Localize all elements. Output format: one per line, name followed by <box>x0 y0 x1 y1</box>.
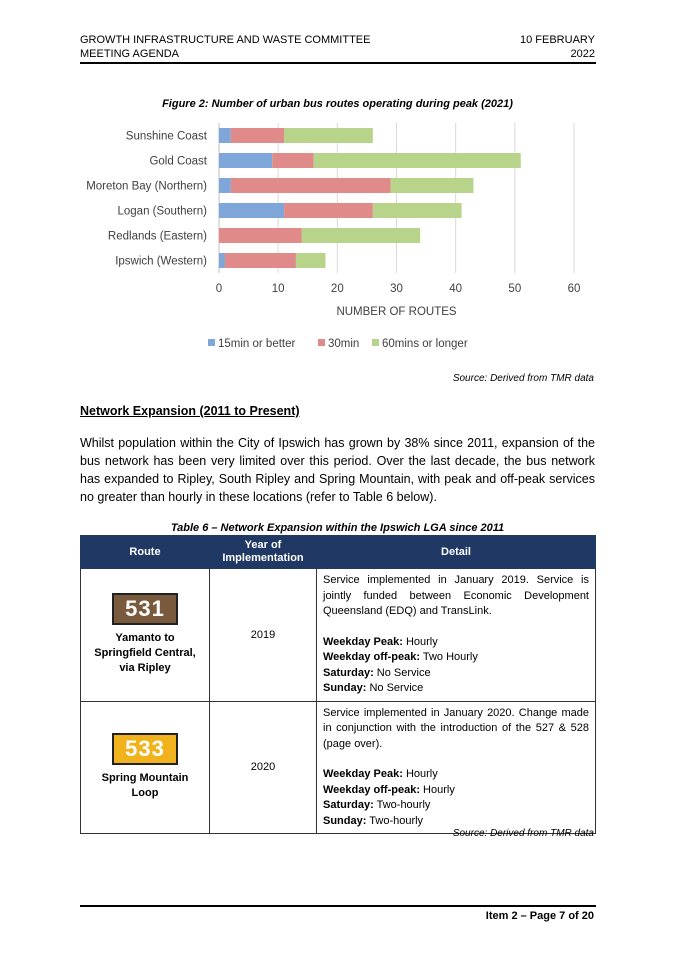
bar-segment <box>272 153 313 168</box>
page-number: Item 2 – Page 7 of 20 <box>485 910 594 922</box>
network-expansion-table <box>80 535 596 834</box>
table-source: Source: Derived from TMR data <box>452 828 594 839</box>
route-badge: 531 <box>112 593 178 625</box>
detail-description: Service implemented in January 2020. Change made in conjunction with the introduction of the 527 & 528 (page over). <box>323 706 589 750</box>
detail-cell <box>317 701 596 834</box>
agenda-label: MEETING AGENDA <box>80 48 180 60</box>
bar-segment <box>219 128 231 143</box>
figure-source: Source: Derived from TMR data <box>452 373 594 384</box>
header-year: Year of Implementation <box>210 536 317 569</box>
saturday-service: Saturday: No Service <box>323 666 431 679</box>
section-paragraph: Whilst population within the City of Ipswich has grown by 38% since 2011, expansion of the bus network has been very limited over this period. Over the last decade, the bus network has expanded to Ripley, South Ripley and Spring Mountain, with peak and off-peak services no greater than hourly in these locations (refer to Table 6 below). <box>80 436 595 504</box>
bar-segment <box>219 153 272 168</box>
category-label: Gold Coast <box>149 155 207 168</box>
x-tick-label: 50 <box>508 283 522 295</box>
weekday-offpeak: Weekday off-peak: Hourly <box>323 783 455 796</box>
bar-segment <box>219 253 225 268</box>
bar-segment <box>373 203 462 218</box>
category-label: Ipswich (Western) <box>115 255 207 268</box>
section-title: Network Expansion (2011 to Present) <box>80 404 300 418</box>
route-name: Spring Mountain Loop <box>101 772 189 800</box>
bar-segment <box>231 178 391 193</box>
figure-caption: Figure 2: Number of urban bus routes operating during peak (2021) <box>162 98 513 110</box>
category-label: Redlands (Eastern) <box>107 230 207 243</box>
x-tick-label: 40 <box>449 283 463 295</box>
table-row <box>81 701 596 834</box>
year-cell: 2019 <box>210 569 317 702</box>
x-tick-label: 60 <box>567 283 581 295</box>
table-caption: Table 6 – Network Expansion within the Ipswich LGA since 2011 <box>170 522 505 534</box>
x-tick-label: 0 <box>215 283 223 295</box>
meeting-date: 10 FEBRUARY <box>520 34 595 46</box>
legend-label: 15min or better <box>218 338 296 350</box>
bus-routes-chart <box>70 118 610 363</box>
category-label: Sunshine Coast <box>125 130 207 143</box>
weekday-offpeak: Weekday off-peak: Two Hourly <box>323 651 478 663</box>
bar-segment <box>296 253 326 268</box>
legend-label: 60mins or longer <box>382 338 468 350</box>
bar-segment <box>231 128 284 143</box>
table-header-row <box>81 536 596 569</box>
header-route: Route <box>81 536 210 569</box>
detail-cell <box>317 569 596 702</box>
detail-description: Service implemented in January 2019. Service is jointly funded between Economic Development Queensland (EDQ) and TransLink. <box>323 574 589 617</box>
category-label: Logan (Southern) <box>117 205 207 218</box>
sunday-service: Sunday: Two-hourly <box>323 814 424 827</box>
bar-segment <box>225 253 296 268</box>
weekday-peak: Weekday Peak: Hourly <box>323 768 438 780</box>
footer-rule <box>80 905 596 907</box>
year-cell: 2020 <box>210 701 317 834</box>
bar-segment <box>302 228 420 243</box>
bar-segment <box>219 203 284 218</box>
sunday-service: Sunday: No Service <box>323 682 424 694</box>
route-cell <box>81 569 210 702</box>
route-badge: 533 <box>112 733 178 765</box>
category-label: Moreton Bay (Northern) <box>86 180 207 193</box>
bar-segment <box>284 203 373 218</box>
route-name: Yamanto to Springfield Central, via Ripley <box>94 632 196 675</box>
x-tick-label: 10 <box>271 283 285 295</box>
meeting-year: 2022 <box>570 48 595 60</box>
bar-segment <box>391 178 474 193</box>
legend-swatch <box>372 339 379 346</box>
x-tick-label: 20 <box>330 283 344 295</box>
committee-name: GROWTH INFRASTRUCTURE AND WASTE COMMITTEE <box>80 34 371 46</box>
legend-swatch <box>318 339 325 346</box>
table-row <box>81 569 596 702</box>
bar-segment <box>219 178 231 193</box>
legend-swatch <box>208 339 215 346</box>
bar-segment <box>314 153 521 168</box>
bar-segment <box>219 228 302 243</box>
header-rule <box>80 62 596 64</box>
bar-segment <box>284 128 373 143</box>
x-tick-label: 30 <box>390 283 403 295</box>
weekday-peak: Weekday Peak: Hourly <box>323 635 438 648</box>
x-axis-title: NUMBER OF ROUTES <box>336 306 457 318</box>
header-detail: Detail <box>317 536 596 569</box>
saturday-service: Saturday: Two-hourly <box>323 799 431 811</box>
legend-label: 30min <box>328 338 360 350</box>
route-cell <box>81 701 210 834</box>
